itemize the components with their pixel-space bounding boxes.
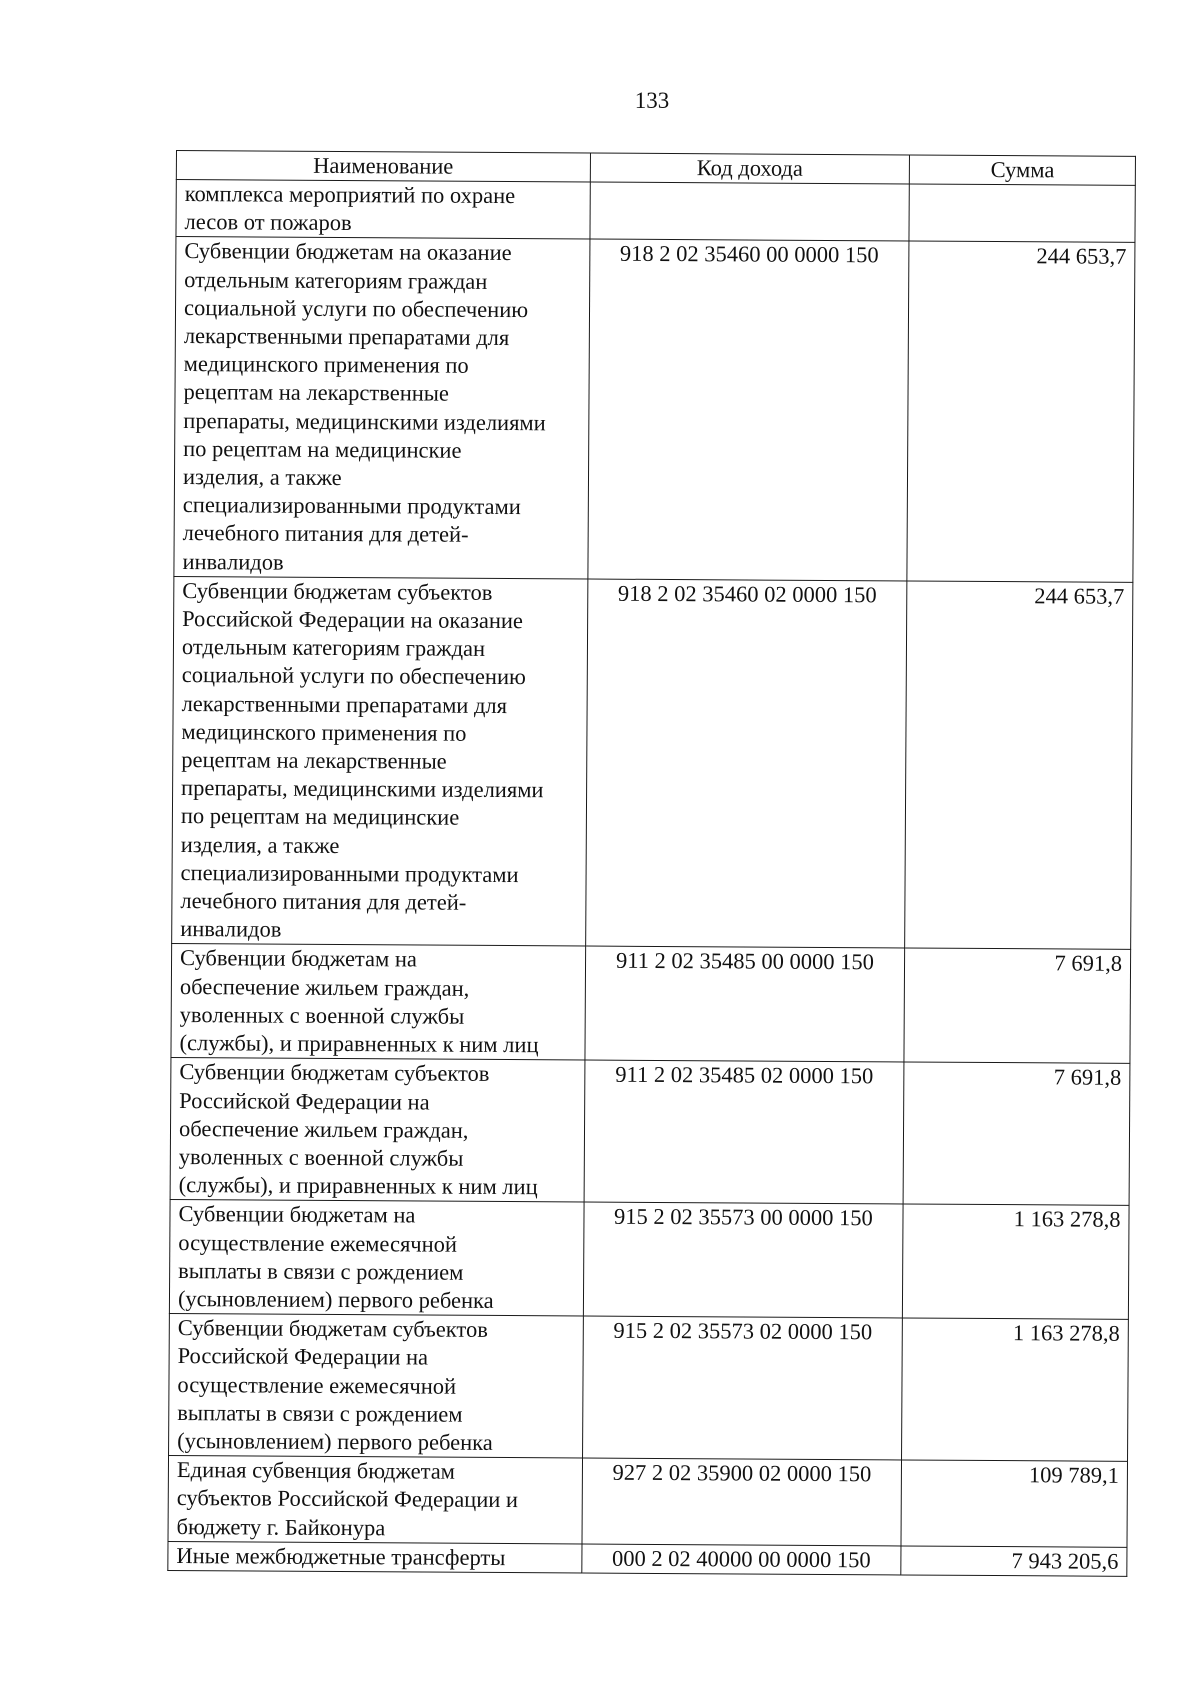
- header-sum: Сумма: [910, 155, 1136, 185]
- income-table: [167, 150, 1136, 1577]
- row-code: 927 2 02 35900 02 0000 150: [582, 1458, 902, 1546]
- row-name: Субвенции бюджетам субъектов Российской Федерации на осуществление ежемесячной выплаты в связи с рождением (усыновлением) первого ребенка: [169, 1314, 584, 1459]
- table-row: [168, 1541, 1127, 1576]
- row-name: Субвенции бюджетам на оказание отдельным категориям граждан социальной услуги по обеспечению лекарственными препаратами для медицинского применения по рецептам на лекарственные препараты, медицинскими изделиями по рецептам на медицинские изделия, а также специализированными продуктами лечебного питания для детей- инвалидов: [174, 237, 590, 579]
- row-code: 915 2 02 35573 00 0000 150: [583, 1202, 903, 1318]
- table-row: [176, 180, 1135, 243]
- row-code: 915 2 02 35573 02 0000 150: [582, 1316, 902, 1460]
- header-code: Код дохода: [590, 153, 910, 184]
- table-row: [170, 1058, 1130, 1206]
- row-sum: 1 163 278,8: [903, 1204, 1129, 1319]
- row-code: 911 2 02 35485 02 0000 150: [584, 1060, 904, 1204]
- row-name: Субвенции бюджетам субъектов Российской Федерации на обеспечение жильем граждан, уволенных с военной службы (службы), и приравненных к ним лиц: [170, 1058, 585, 1203]
- row-sum: 1 163 278,8: [902, 1318, 1129, 1461]
- table-row: [171, 944, 1131, 1064]
- row-sum: 7 691,8: [903, 1062, 1130, 1205]
- table-row: [168, 1456, 1128, 1547]
- row-sum: 244 653,7: [905, 581, 1133, 950]
- row-name: Единая субвенция бюджетам субъектов Российской Федерации и бюджету г. Байконура: [168, 1456, 582, 1544]
- table-row: [169, 1200, 1129, 1320]
- header-name: Наименование: [176, 151, 590, 183]
- table-row: [172, 576, 1133, 949]
- row-sum: 7 691,8: [904, 948, 1130, 1063]
- row-sum: 7 943 205,6: [901, 1546, 1127, 1577]
- row-name: Субвенции бюджетам на обеспечение жильем граждан, уволенных с военной службы (службы), и приравненных к ним лиц: [171, 944, 585, 1060]
- row-name: Субвенции бюджетам на осуществление ежемесячной выплаты в связи с рождением (усыновлением) первого ребенка: [169, 1200, 583, 1316]
- row-name: комплекса мероприятий по охране лесов от пожаров: [176, 180, 590, 240]
- row-code: 000 2 02 40000 00 0000 150: [581, 1544, 901, 1575]
- row-sum: 244 653,7: [907, 241, 1135, 582]
- row-sum: [909, 184, 1135, 243]
- row-code: 918 2 02 35460 00 0000 150: [588, 239, 910, 580]
- page-number: 133: [634, 88, 670, 113]
- row-sum: 109 789,1: [901, 1460, 1127, 1547]
- row-code: 918 2 02 35460 02 0000 150: [585, 579, 907, 949]
- row-name: Субвенции бюджетам субъектов Российской Федерации на оказание отдельным категориям граждан социальной услуги по обеспечению лекарственными препаратами для медицинского применения по рецептам на лекарственные препараты, медицинскими изделиями по рецептам на медицинские изделия, а также специализированными продуктами лечебного питания для детей- инвалидов: [172, 576, 588, 946]
- table-row: [174, 237, 1135, 582]
- row-code: 911 2 02 35485 00 0000 150: [585, 946, 905, 1062]
- table-row: [169, 1314, 1129, 1462]
- row-name: Иные межбюджетные трансферты: [168, 1541, 582, 1573]
- row-code: [590, 182, 910, 241]
